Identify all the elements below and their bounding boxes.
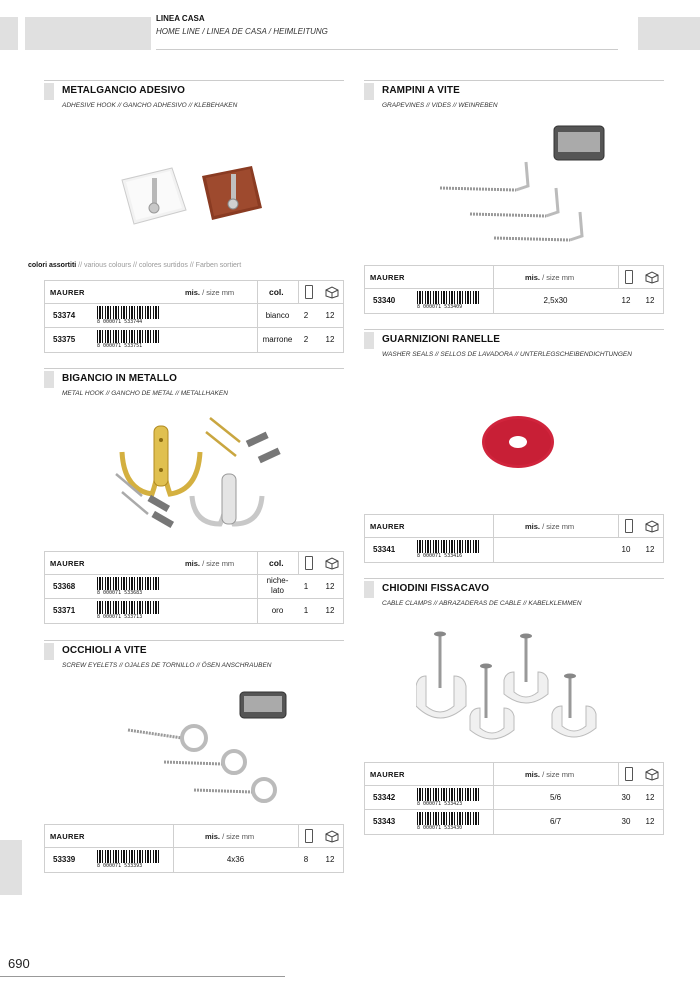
box-icon xyxy=(645,519,659,533)
box-qty: 12 xyxy=(325,311,335,320)
barcode xyxy=(97,577,159,597)
section-divider xyxy=(364,578,664,579)
section-tab xyxy=(44,83,54,100)
header-tab-left xyxy=(0,17,18,50)
section-rampini xyxy=(364,80,664,110)
size-header-rest: / size mm xyxy=(540,273,575,282)
page-subtitle: HOME LINE / LINEA DE CASA / HEIMLEITUNG xyxy=(156,27,328,36)
section-divider xyxy=(44,640,344,641)
product-code: 53375 xyxy=(53,335,76,344)
size-value: 5/6 xyxy=(549,793,562,802)
pack-icon xyxy=(305,285,313,299)
section-tab xyxy=(44,371,54,388)
header-tab-mid xyxy=(25,17,151,50)
size-header-rest: / size mm xyxy=(200,559,235,568)
pack-qty: 2 xyxy=(303,311,309,320)
product-code: 53342 xyxy=(373,793,396,802)
box-icon xyxy=(325,556,339,570)
section-title: OCCHIOLI A VITE xyxy=(62,645,147,656)
box-icon xyxy=(325,829,339,843)
brand-logo: MAURER xyxy=(50,832,85,841)
colour-value: bianco xyxy=(265,311,290,320)
table-row xyxy=(365,810,663,834)
table-row xyxy=(365,289,663,313)
pack-qty: 30 xyxy=(621,793,631,802)
product-table-rampini xyxy=(364,265,664,314)
column-divider xyxy=(618,515,619,537)
size-header-bold: mis. xyxy=(525,522,541,531)
assorted-colours-bold: colori assortiti xyxy=(28,262,77,269)
pack-icon xyxy=(625,519,633,533)
barcode-number: 8 000071 533430 xyxy=(417,825,463,831)
product-table-metalgancio xyxy=(44,280,344,353)
pack-icon xyxy=(305,556,313,570)
metal-hook-image xyxy=(112,412,292,532)
page-number: 690 xyxy=(8,956,30,971)
table-header xyxy=(45,281,343,304)
column-divider xyxy=(173,825,174,847)
box-qty: 12 xyxy=(645,793,655,802)
column-divider xyxy=(257,281,258,303)
pack-qty: 8 xyxy=(303,855,309,864)
pack-qty: 12 xyxy=(621,296,631,305)
screw-hooks-image xyxy=(436,122,616,252)
box-icon xyxy=(325,285,339,299)
size-header-bold: mis. xyxy=(185,559,201,568)
barcode-number: 8 000071 533409 xyxy=(417,304,463,310)
barcode-number: 8 000071 533393 xyxy=(97,863,143,869)
product-code: 53343 xyxy=(373,817,396,826)
section-subtitle: ADHESIVE HOOK // GANCHO ADHESIVO // KLEBEHAKEN xyxy=(62,102,238,109)
section-tab xyxy=(364,332,374,349)
brand-logo: MAURER xyxy=(370,770,405,779)
box-qty: 12 xyxy=(325,606,335,615)
barcode xyxy=(97,850,159,870)
section-tab xyxy=(364,83,374,100)
product-code: 53341 xyxy=(373,545,396,554)
barcode-number: 8 000071 533744 xyxy=(97,319,143,325)
section-title: METALGANCIO ADESIVO xyxy=(62,85,186,96)
size-header-bold: mis. xyxy=(525,770,541,779)
barcode xyxy=(417,788,479,808)
brand-logo: MAURER xyxy=(370,273,405,282)
table-row xyxy=(45,575,343,599)
section-divider xyxy=(44,80,344,81)
product-table-guarnizioni xyxy=(364,514,664,563)
product-code: 53340 xyxy=(373,296,396,305)
section-subtitle: SCREW EYELETS // OJALES DE TORNILLO // ÖSEN ANSCHRAUBEN xyxy=(62,662,272,669)
table-row xyxy=(45,304,343,328)
size-header-rest: / size mm xyxy=(540,522,575,531)
size-value: 4x36 xyxy=(226,855,245,864)
column-divider xyxy=(298,825,299,847)
size-header xyxy=(525,273,574,282)
product-code: 53339 xyxy=(53,855,76,864)
column-divider xyxy=(493,266,494,288)
colour-value: niche- lato xyxy=(266,576,289,595)
page-title: LINEA CASA xyxy=(156,14,205,23)
assorted-colours-translations: // various colours // colores surtidos // Farben sortiert xyxy=(76,262,242,269)
barcode-number: 8 000071 533713 xyxy=(97,614,143,620)
pack-qty: 1 xyxy=(303,606,309,615)
pack-icon xyxy=(625,270,633,284)
box-qty: 12 xyxy=(645,817,655,826)
column-divider xyxy=(493,538,494,562)
product-table-bigancio xyxy=(44,551,344,624)
section-tab xyxy=(44,643,54,660)
size-header-bold: mis. xyxy=(185,288,201,297)
barcode xyxy=(97,330,159,350)
column-divider xyxy=(298,281,299,303)
box-qty: 12 xyxy=(645,545,655,554)
pack-qty: 2 xyxy=(303,335,309,344)
adhesive-hook-image xyxy=(110,150,290,240)
section-guarnizioni xyxy=(364,329,664,359)
size-header xyxy=(185,288,234,297)
table-row xyxy=(45,599,343,623)
assorted-colours-note xyxy=(28,262,241,269)
screw-eyelets-image xyxy=(124,686,304,806)
pack-icon xyxy=(625,767,633,781)
table-header xyxy=(365,266,663,289)
section-divider xyxy=(364,329,664,330)
column-divider xyxy=(257,552,258,574)
barcode xyxy=(97,306,159,326)
section-title: CHIODINI FISSACAVO xyxy=(382,583,490,594)
colour-value: marrone xyxy=(262,335,293,344)
size-header-rest: / size mm xyxy=(220,832,255,841)
section-title: RAMPINI A VITE xyxy=(382,85,460,96)
section-tab xyxy=(364,581,374,598)
barcode-number: 8 000071 533423 xyxy=(417,801,463,807)
footer-line xyxy=(0,976,285,977)
barcode-number: 8 000071 533416 xyxy=(417,553,463,559)
section-subtitle: CABLE CLAMPS // ABRAZADERAS DE CABLE // KABELKLEMMEN xyxy=(382,600,582,607)
size-header xyxy=(205,832,254,841)
column-divider xyxy=(298,552,299,574)
section-chiodini xyxy=(364,578,664,608)
section-subtitle: GRAPEVINES // VIDES // WEINREBEN xyxy=(382,102,498,109)
section-metalgancio xyxy=(44,80,344,110)
product-table-occhioli xyxy=(44,824,344,873)
section-subtitle: WASHER SEALS // SELLOS DE LAVADORA // UNTERLEGSCHEIBENDICHTUNGEN xyxy=(382,351,632,358)
washer-seal-image xyxy=(478,412,558,472)
pack-qty: 10 xyxy=(621,545,631,554)
column-divider xyxy=(493,763,494,785)
product-code: 53368 xyxy=(53,582,76,591)
table-header xyxy=(365,515,663,538)
barcode xyxy=(417,540,479,560)
section-occhioli xyxy=(44,640,344,670)
size-header-bold: mis. xyxy=(205,832,221,841)
section-bigancio xyxy=(44,368,344,398)
column-divider xyxy=(618,266,619,288)
column-divider xyxy=(493,515,494,537)
size-header xyxy=(525,770,574,779)
section-title: GUARNIZIONI RANELLE xyxy=(382,334,501,345)
table-row xyxy=(45,848,343,872)
barcode-number: 8 000071 533683 xyxy=(97,590,143,596)
box-icon xyxy=(645,270,659,284)
pack-qty: 1 xyxy=(303,582,309,591)
column-divider xyxy=(618,763,619,785)
section-divider xyxy=(364,80,664,81)
barcode xyxy=(417,291,479,311)
section-title: BIGANCIO IN METALLO xyxy=(62,373,178,384)
pack-qty: 30 xyxy=(621,817,631,826)
box-icon xyxy=(645,767,659,781)
brand-logo: MAURER xyxy=(50,559,85,568)
size-header-rest: / size mm xyxy=(540,770,575,779)
brand-logo: MAURER xyxy=(50,288,85,297)
box-qty: 12 xyxy=(325,855,335,864)
product-code: 53371 xyxy=(53,606,76,615)
section-divider xyxy=(44,368,344,369)
box-qty: 12 xyxy=(645,296,655,305)
section-subtitle: METAL HOOK // GANCHO DE METAL // METALLHAKEN xyxy=(62,390,228,397)
side-tab-bottom xyxy=(0,840,22,895)
table-row xyxy=(365,538,663,562)
product-code: 53374 xyxy=(53,311,76,320)
size-value: 2,5x30 xyxy=(543,296,568,305)
box-qty: 12 xyxy=(325,335,335,344)
box-qty: 12 xyxy=(325,582,335,591)
brand-logo: MAURER xyxy=(370,522,405,531)
table-header xyxy=(365,763,663,786)
size-header xyxy=(185,559,234,568)
table-row xyxy=(45,328,343,352)
size-header xyxy=(525,522,574,531)
header-divider xyxy=(156,49,618,50)
colour-header: col. xyxy=(269,287,284,297)
pack-icon xyxy=(305,829,313,843)
product-table-chiodini xyxy=(364,762,664,835)
table-row xyxy=(365,786,663,810)
colour-header: col. xyxy=(269,558,284,568)
header-tab-right xyxy=(638,17,700,50)
table-header xyxy=(45,825,343,848)
colour-value: oro xyxy=(271,606,284,615)
size-header-bold: mis. xyxy=(525,273,541,282)
cable-clamps-image xyxy=(416,626,616,746)
table-header xyxy=(45,552,343,575)
barcode-number: 8 000071 533751 xyxy=(97,343,143,349)
size-header-rest: / size mm xyxy=(200,288,235,297)
size-value: 6/7 xyxy=(549,817,562,826)
barcode xyxy=(97,601,159,621)
barcode xyxy=(417,812,479,832)
